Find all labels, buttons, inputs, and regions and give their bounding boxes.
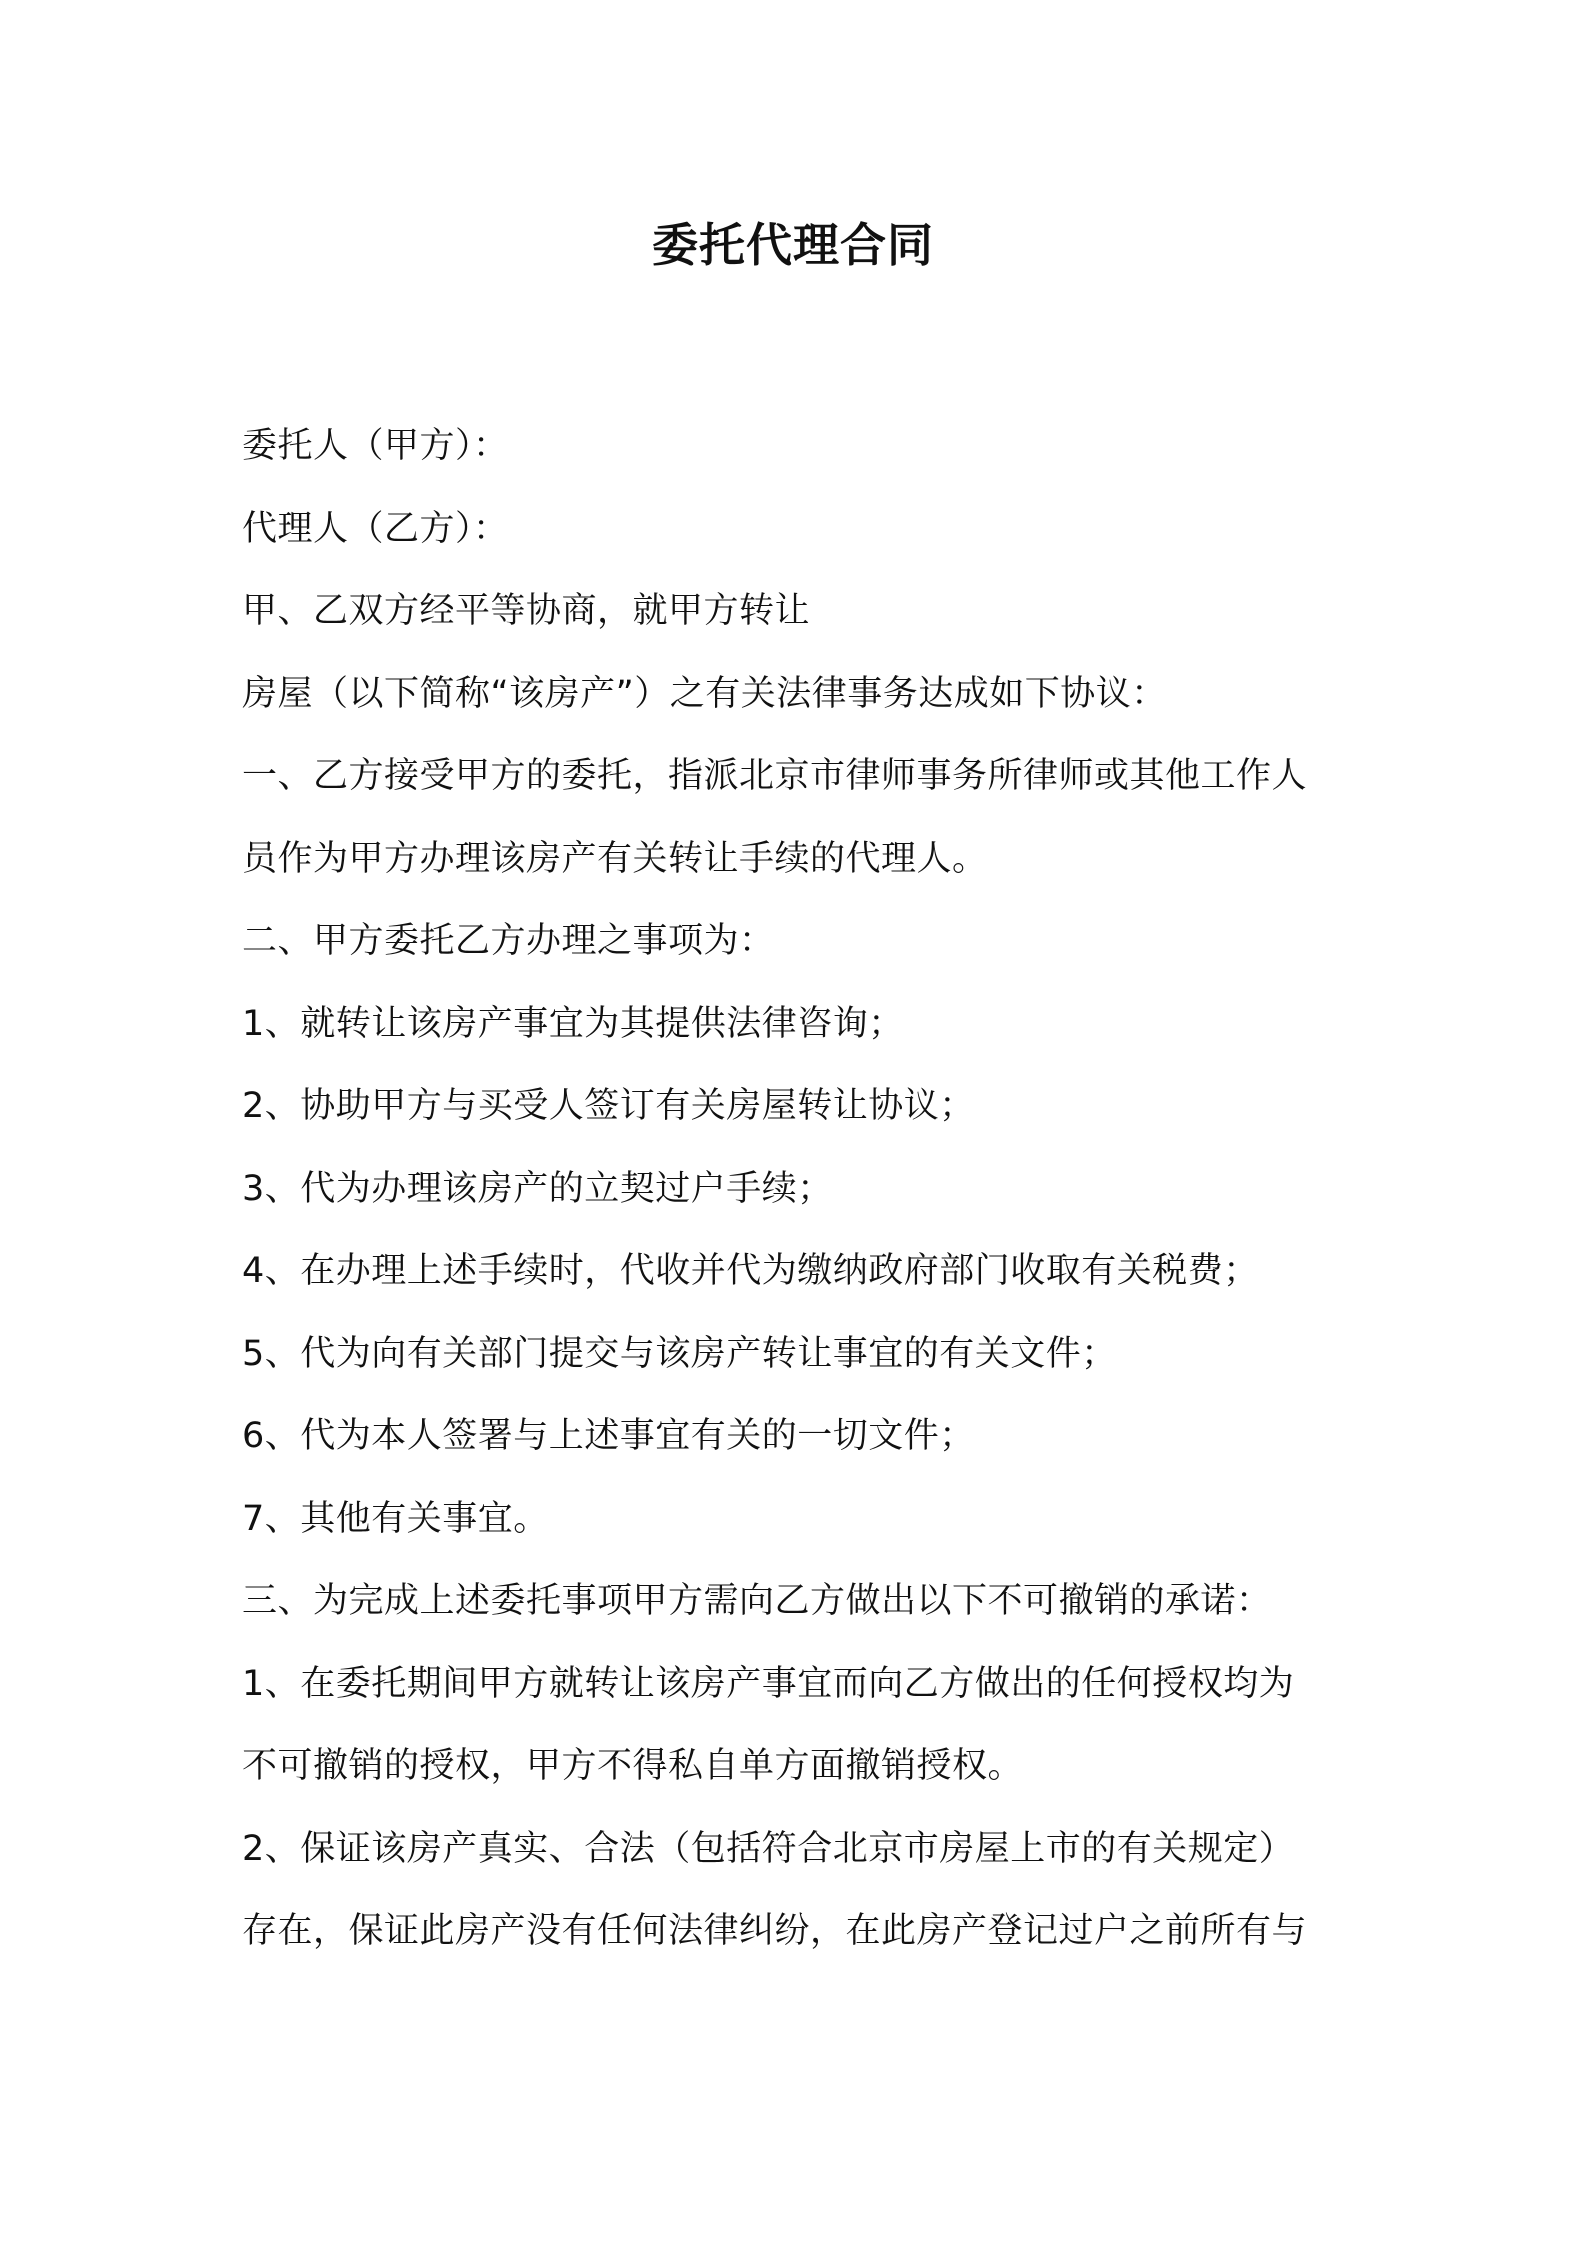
article-2-item-2: 2、协助甲方与买受人签订有关房屋转让协议；	[242, 1086, 975, 1126]
clause-principal-line: 委托人（甲方）：	[242, 426, 509, 466]
document-title: 委托代理合同	[652, 218, 934, 272]
article-1-line-2: 员作为甲方办理该房产有关转让手续的代理人。	[242, 838, 988, 879]
article-3-item-1-line-1: 1、在委托期间甲方就转让该房产事宜而向乙方做出的任何授权均为	[242, 1663, 1295, 1704]
article-3-heading: 三、为完成上述委托事项甲方需向乙方做出以下不可撤销的承诺：	[242, 1581, 1272, 1621]
article-3-item-2-line-1: 2、保证该房产真实、合法（包括符合北京市房屋上市的有关规定）	[242, 1828, 1295, 1869]
article-2-item-1: 1、就转让该房产事宜为其提供法律咨询；	[242, 1003, 904, 1044]
article-2-heading: 二、甲方委托乙方办理之事项为：	[242, 921, 775, 961]
article-3-item-1-line-2: 不可撤销的授权，甲方不得私自单方面撤销授权。	[242, 1746, 1024, 1786]
document-body	[242, 405, 1362, 1973]
preamble-line-1: 甲、乙双方经平等协商，就甲方转让	[242, 591, 811, 631]
article-2-item-3: 3、代为办理该房产的立契过户手续；	[242, 1168, 833, 1209]
article-3-item-2-line-2: 存在，保证此房产没有任何法律纠纷，在此房产登记过户之前所有与	[242, 1911, 1308, 1951]
article-1-line-1: 一、乙方接受甲方的委托，指派北京市律师事务所律师或其他工作人	[242, 756, 1308, 796]
article-2-item-6: 6、代为本人签署与上述事宜有关的一切文件；	[242, 1416, 975, 1456]
preamble-line-2: 房屋（以下简称“该房产”）之有关法律事务达成如下协议：	[242, 673, 1167, 714]
article-2-item-7: 7、其他有关事宜。	[242, 1498, 549, 1539]
clause-agent-line: 代理人（乙方）：	[242, 508, 509, 549]
article-2-item-5: 5、代为向有关部门提交与该房产转让事宜的有关文件；	[242, 1333, 1117, 1374]
article-2-item-4: 4、在办理上述手续时，代收并代为缴纳政府部门收取有关税费；	[242, 1251, 1259, 1291]
